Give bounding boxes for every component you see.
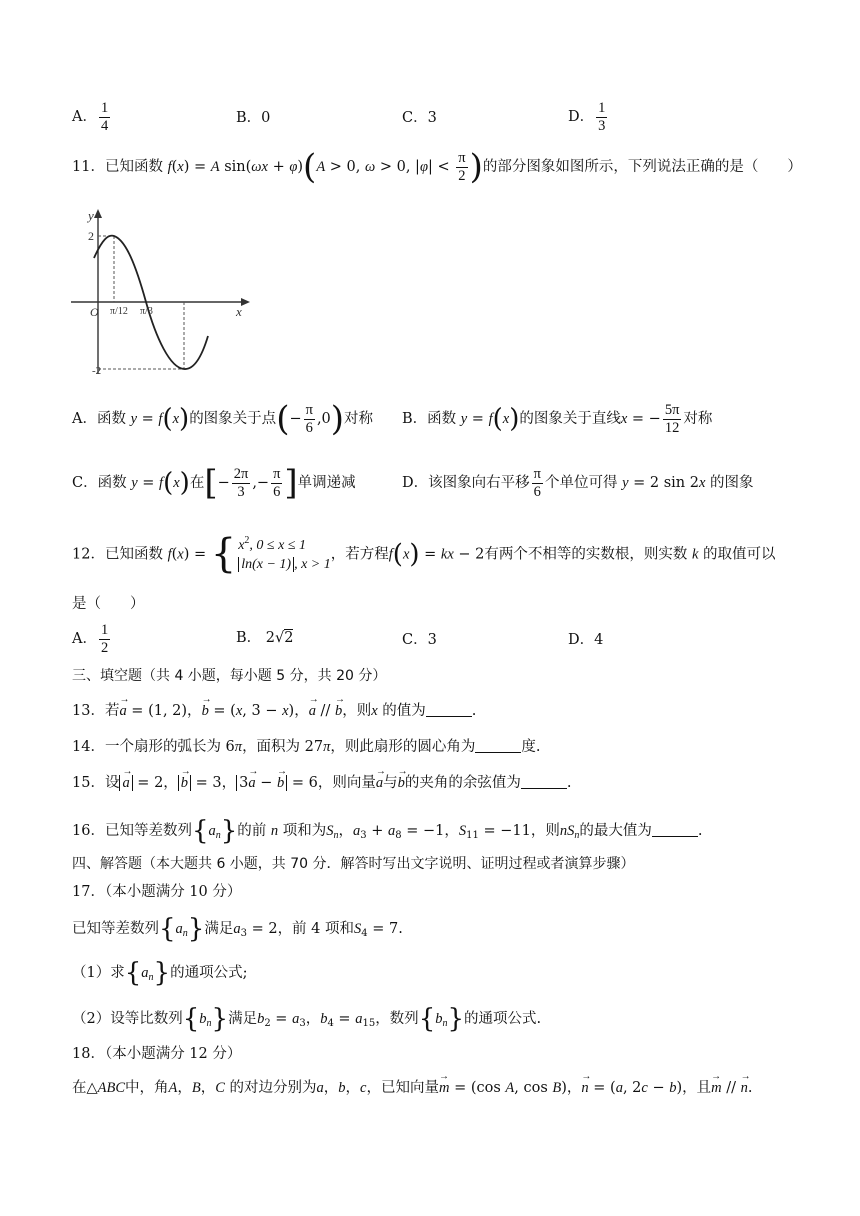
q12-option-d: D．4: [568, 632, 604, 648]
q10-option-b: B．0: [236, 110, 271, 126]
q12-stem: 12．已知函数 f(x) = { $x^2$, 0 ≤ x ≤ 1 ln(x − 1) , x > 1 ，若方程f(x) = kx − 2有两个不相等的实数根，则实数 k 的取值可以: [72, 531, 776, 578]
q12-option-c: C．3: [402, 632, 437, 648]
q17-stem: 已知等差数列$\{a_n\}$满足$a_3 = 2$，前 4 项和$S_4 = 7$.: [72, 914, 403, 944]
q12-option-b: B． 2√2: [236, 630, 294, 646]
q17-part2: （2）设等比数列$\{b_n\}$满足$b_2 = a_3$，$b_4 = a_{15}$，数列$\{b_n\}$的通项公式.: [72, 1004, 542, 1034]
section-3-heading: 三、填空题（共 4 小题，每小题 5 分，共 20 分）: [72, 668, 387, 684]
y-min-label: -2: [92, 365, 102, 377]
y-axis-label: y: [88, 208, 94, 223]
q18-stem: 在△ABC中，角A，B，C 的对边分别为a，b，c，已知向量→ m = (cos A, cos B)，→ n = (a, 2c − b)，且→ m // → n.: [72, 1080, 752, 1097]
q13: 13．若→ a = (1, 2)，→ b = (x, 3 − x)，→ a // → b，则x 的值为 .: [72, 703, 476, 720]
q11-option-c: C．函数 y = f(x)在[− $\frac{2\pi}{3}$ ,− $\frac{\pi}{6}$ ]单调递减: [72, 463, 356, 504]
q16: 16．已知等差数列$\{a_n\}$的前 n 项和为$S_n$，$a_3 + a_8 = -1$，$S_{11} = -11$，则$nS_n$的最大值为 .: [72, 816, 703, 846]
q10-option-a: A． $\frac{1}{4}$: [72, 100, 109, 134]
origin-label: O: [90, 305, 99, 319]
q11-option-a: A．函数 y = f(x)的图象关于点(− $\frac{\pi}{6}$ ,0)对称: [72, 399, 374, 440]
tick-pi-3-label: π/3: [140, 306, 153, 317]
x-axis-label: x: [236, 304, 242, 319]
tick-pi-12-label: π/12: [110, 306, 128, 317]
q11-option-b: B．函数 y = f(x)的图象关于直线x = − $\frac{5\pi}{12}$ 对称: [402, 402, 713, 436]
q18-title: 18．（本小题满分 12 分）: [72, 1046, 242, 1062]
q10-option-d: D． $\frac{1}{3}$: [568, 100, 606, 134]
q11-graph: [66, 206, 252, 380]
section-4-heading: 四、解答题（本大题共 6 小题，共 70 分．解答时写出文字说明、证明过程或者演算步骤）: [72, 856, 635, 872]
q17-title: 17．（本小题满分 10 分）: [72, 884, 242, 900]
y-max-label: 2: [88, 229, 94, 243]
q12-option-a: A． $\frac{1}{2}$: [72, 622, 109, 656]
q11-option-d: D．该图象向右平移 $\frac{\pi}{6}$ 个单位可得 y = 2 sin 2x 的图象: [402, 466, 754, 500]
q17-part1: （1）求$\{a_n\}$的通项公式;: [72, 958, 248, 988]
q10-option-c: C．3: [402, 110, 437, 126]
q15: 15．设→ a = 2，→ b = 3， 3→ a − → b = 6，则向量→ a与→ b的夹角的余弦值为 .: [72, 775, 571, 792]
q11-stem: 11．已知函数 f(x) = A sin(ωx + φ)(A > 0, ω > 0, |φ| < $\frac{\pi}{2}$ )的部分图象如图所示，下列说法正确的是（ ）: [72, 147, 802, 188]
q14: 14．一个扇形的弧长为 6π，面积为 27π，则此扇形的圆心角为 度.: [72, 739, 541, 755]
q12-stem-line2: 是（ ）: [72, 596, 145, 612]
